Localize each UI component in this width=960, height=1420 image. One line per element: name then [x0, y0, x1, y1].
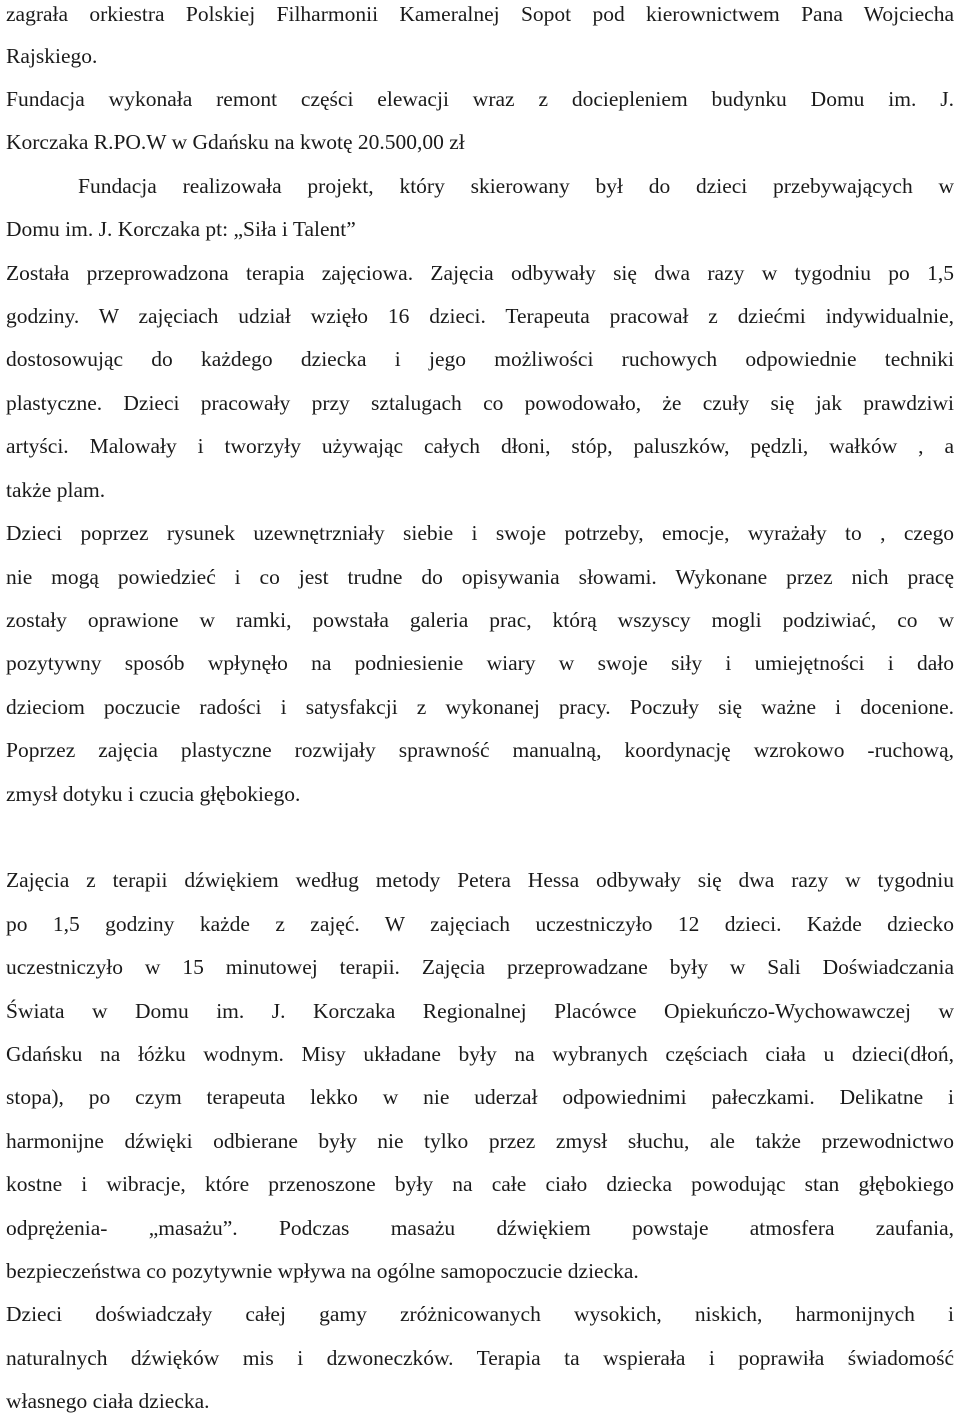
text-line: dzieciom poczucie radości i satysfakcji z wykonanej pracy. Poczuły się ważne i docenione. — [6, 695, 954, 719]
text-line: Domu im. J. Korczaka pt: „Siła i Talent” — [6, 217, 356, 241]
text-line: Fundacja realizowała projekt, który skierowany był do dzieci przebywających w — [78, 174, 954, 198]
text-line: własnego ciała dziecka. — [6, 1389, 210, 1413]
text-line: po 1,5 godziny każde z zajęć. W zajęciach uczestniczyło 12 dzieci. Każde dziecko — [6, 912, 954, 936]
text-line: naturalnych dźwięków mis i dzwoneczków. Terapia ta wspierała i poprawiła świadomość — [6, 1346, 954, 1370]
text-line: zmysł dotyku i czucia głębokiego. — [6, 782, 301, 806]
text-line: plastyczne. Dzieci pracowały przy sztalugach co powodowało, że czuły się jak prawdziwi — [6, 391, 954, 415]
text-line: stopa), po czym terapeuta lekko w nie uderzał odpowiednimi pałeczkami. Delikatne i — [6, 1085, 954, 1109]
text-line: bezpieczeństwa co pozytywnie wpływa na ogólne samopoczucie dziecka. — [6, 1259, 639, 1283]
text-line: uczestniczyło w 15 minutowej terapii. Zajęcia przeprowadzane były w Sali Doświadczania — [6, 955, 954, 979]
text-line: pozytywny sposób wpłynęło na podniesienie wiary w swoje siły i umiejętności i dało — [6, 651, 954, 675]
text-line: artyści. Malowały i tworzyły używając całych dłoni, stóp, paluszków, pędzli, wałków , a — [6, 434, 954, 458]
text-line: zostały oprawione w ramki, powstała galeria prac, którą wszyscy mogli podziwiać, co w — [6, 608, 954, 632]
text-line: dostosowując do każdego dziecka i jego możliwości ruchowych odpowiednie techniki — [6, 347, 954, 371]
text-line: Zajęcia z terapii dźwiękiem według metody Petera Hessa odbywały się dwa razy w tygodniu — [6, 868, 954, 892]
text-line: Świata w Domu im. J. Korczaka Regionalnej Placówce Opiekuńczo-Wychowawczej w — [6, 999, 954, 1023]
text-line: Dzieci doświadczały całej gamy zróżnicowanych wysokich, niskich, harmonijnych i — [6, 1302, 954, 1326]
text-line: także plam. — [6, 478, 106, 502]
text-line: zagrała orkiestra Polskiej Filharmonii Kameralnej Sopot pod kierownictwem Pana Wojciecha — [6, 2, 954, 26]
text-line: Rajskiego. — [6, 44, 98, 68]
text-line: harmonijne dźwięki odbierane były nie tylko przez zmysł słuchu, ale także przewodnictwo — [6, 1129, 954, 1153]
text-line: Poprzez zajęcia plastyczne rozwijały sprawność manualną, koordynację wzrokowo -ruchową, — [6, 738, 954, 762]
text-line: Fundacja wykonała remont części elewacji wraz z dociepleniem budynku Domu im. J. — [6, 87, 954, 111]
text-line: Korczaka R.PO.W w Gdańsku na kwotę 20.500,00 zł — [6, 130, 465, 154]
text-line: Została przeprowadzona terapia zajęciowa. Zajęcia odbywały się dwa razy w tygodniu po 1,5 — [6, 261, 954, 285]
text-line: kostne i wibracje, które przenoszone były na całe ciało dziecka powodując stan głębokiego — [6, 1172, 954, 1196]
text-line: nie mogą powiedzieć i co jest trudne do opisywania słowami. Wykonane przez nich pracę — [6, 565, 954, 589]
text-line: Gdańsku na łóżku wodnym. Misy układane były na wybranych częściach ciała u dzieci(dłoń, — [6, 1042, 954, 1066]
text-line: odprężenia- „masażu”. Podczas masażu dźwiękiem powstaje atmosfera zaufania, — [6, 1216, 954, 1240]
text-line: godziny. W zajęciach udział wzięło 16 dzieci. Terapeuta pracował z dziećmi indywidualnie, — [6, 304, 954, 328]
text-line: Dzieci poprzez rysunek uzewnętrzniały siebie i swoje potrzeby, emocje, wyrażały to , czego — [6, 521, 954, 545]
